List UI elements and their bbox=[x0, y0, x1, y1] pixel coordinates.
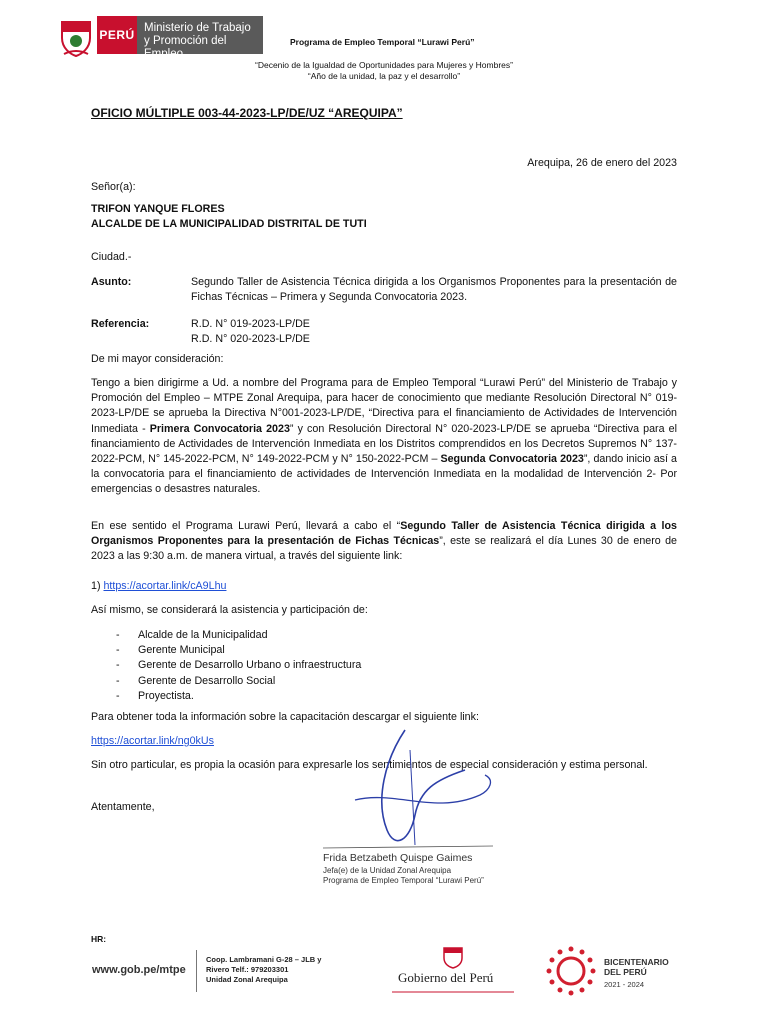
bicentenario-line-1: BICENTENARIO bbox=[604, 957, 669, 967]
p1-bold: Primera Convocatoria 2023 bbox=[149, 422, 290, 435]
list-item: - Gerente de Desarrollo Social bbox=[91, 674, 677, 689]
document-title: OFICIO MÚLTIPLE 003-44-2023-LP/DE/UZ “AREQUIPA” bbox=[91, 106, 403, 120]
anio-text: “Año de la unidad, la paz y el desarrollo” bbox=[307, 71, 461, 81]
peru-logo-label: PERÚ bbox=[97, 16, 137, 54]
gobierno-peru-emblem-icon bbox=[388, 944, 518, 994]
salutation: Señor(a): bbox=[91, 181, 136, 193]
ministry-line-1: Ministerio de Trabajo bbox=[144, 22, 251, 34]
city-line: Ciudad.- bbox=[91, 251, 132, 263]
ministry-logo bbox=[137, 16, 263, 60]
footer-address bbox=[206, 955, 321, 985]
paragraph-5: Sin otro particular, es propia la ocasión para expresarle los sentimientos de especial consideración y estima personal. bbox=[91, 759, 648, 771]
footer-website: www.gob.pe/mtpe bbox=[92, 964, 186, 976]
paragraph-1 bbox=[91, 376, 677, 498]
info-download-link[interactable]: https://acortar.link/ng0kUs bbox=[91, 735, 214, 747]
paragraph-4: Para obtener toda la información sobre la capacitación descargar el siguiente link: bbox=[91, 711, 479, 723]
list-item: - Gerente Municipal bbox=[91, 643, 677, 658]
hr-label: HR: bbox=[91, 934, 107, 944]
list-item: - Alcalde de la Municipalidad bbox=[91, 628, 677, 643]
p2-text: En ese sentido el Programa Lurawi Perú, llevará a cabo el “ bbox=[91, 520, 401, 532]
gobierno-peru-label: Gobierno del Perú bbox=[398, 970, 494, 985]
address-line: Unidad Zonal Arequipa bbox=[206, 975, 288, 984]
footer-divider bbox=[196, 950, 197, 992]
referencia-list bbox=[191, 317, 491, 347]
list-item: - Gerente de Desarrollo Urbano o infraestructura bbox=[91, 658, 677, 673]
signer-program: Programa de Empleo Temporal “Lurawi Perú” bbox=[323, 876, 484, 885]
p2-text: ”, este se realizará el día Lunes 30 de enero de 2023 a las 9:30 a.m. de manera virtual, a través del siguiente link: bbox=[91, 535, 677, 563]
paragraph-3: Así mismo, se considerará la asistencia y participación de: bbox=[91, 604, 368, 616]
p1-text: ”, dando inicio así a la convocatoria para el financiamiento de actividades de Intervención Inmediata en la modalidad de Intervención 2- Por emergencias o desastres naturales. bbox=[91, 453, 678, 496]
signer-details bbox=[323, 866, 484, 886]
asunto-text: Segundo Taller de Asistencia Técnica dirigida a los Organismos Proponentes para la presentación de Fichas Técnicas – Primera y Segunda Convocatoria 2023. bbox=[191, 276, 677, 304]
decenio-text: “Decenio de la Igualdad de Oportunidades para Mujeres y Hombres” bbox=[255, 60, 513, 70]
referencia-item: R.D. N° 020-2023-LP/DE bbox=[191, 333, 310, 346]
coat-of-arms-icon bbox=[58, 18, 94, 58]
paragraph-2 bbox=[91, 519, 677, 565]
signer-role: Jefa(e) de la Unidad Zonal Arequipa bbox=[323, 866, 452, 875]
address-line: Rivero Telf.: 979203301 bbox=[206, 965, 289, 974]
ministry-line-2: y Promoción del Empleo bbox=[144, 35, 227, 60]
workshop-link[interactable]: https://acortar.link/cA9Lhu bbox=[103, 580, 227, 592]
recipient-title: ALCALDE DE LA MUNICIPALIDAD DISTRITAL DE TUTI bbox=[91, 218, 367, 230]
bicentenario-line-2: DEL PERÚ bbox=[604, 967, 647, 977]
referencia-label: Referencia: bbox=[91, 318, 150, 330]
link-1-prefix: 1) bbox=[91, 580, 104, 592]
document-date: Arequipa, 26 de enero del 2023 bbox=[527, 157, 677, 169]
program-title: Programa de Empleo Temporal “Lurawi Perú” bbox=[290, 37, 475, 47]
referencia-item: R.D. N° 019-2023-LP/DE bbox=[191, 318, 310, 330]
p1-bold: Segunda Convocatoria 2023 bbox=[440, 453, 584, 466]
address-line: Coop. Lambramani G-28 – JLB y bbox=[206, 955, 322, 964]
bicentenario-years: 2021 - 2024 bbox=[604, 980, 645, 989]
greeting: De mi mayor consideración: bbox=[91, 353, 224, 365]
bicentenario-logo-icon bbox=[544, 944, 598, 998]
signer-name: Frida Betzabeth Quispe Gaimes bbox=[323, 852, 473, 864]
asunto-label: Asunto: bbox=[91, 276, 132, 288]
p1-text: Tengo a bien dirigirme a Ud. a nombre del Programa para de Empleo Temporal “Lurawi Perú” del Ministerio de Trabajo y Promoción del Empleo – MTPE Zonal Arequipa, para hacer de conocimiento que mediante Resolución Directoral N° 019-2023-LP/DE se aprueba la Directiva N°001-2023-LP/DE, “Directiva para el financiamiento de Actividades de Intervención Inmediata - bbox=[91, 377, 677, 435]
closing: Atentamente, bbox=[91, 801, 155, 813]
decenio-heading bbox=[0, 60, 768, 82]
bicentenario-label bbox=[604, 957, 669, 977]
handwritten-signature bbox=[315, 720, 515, 870]
list-item: - Proyectista. bbox=[91, 689, 677, 704]
link-1-line bbox=[91, 579, 677, 594]
attendee-list bbox=[91, 628, 677, 704]
p2-bold: Segundo Taller de Asistencia Técnica dirigida a los Organismos Proponentes para la presentación de Fichas Técnicas bbox=[91, 520, 677, 548]
p1-text: ” y con Resolución Directoral N° 020-2023-LP/DE se aprueba “Directiva para el financiamiento de Actividades de Intervención Inmediata en los Distritos comprendidos en los Decretos Supremos N° 137-2022-PCM, N° 145-2022-PCM, N° 149-2022-PCM y N° 150-2022-PCM – bbox=[91, 422, 677, 466]
recipient-name: TRIFON YANQUE FLORES bbox=[91, 203, 225, 215]
